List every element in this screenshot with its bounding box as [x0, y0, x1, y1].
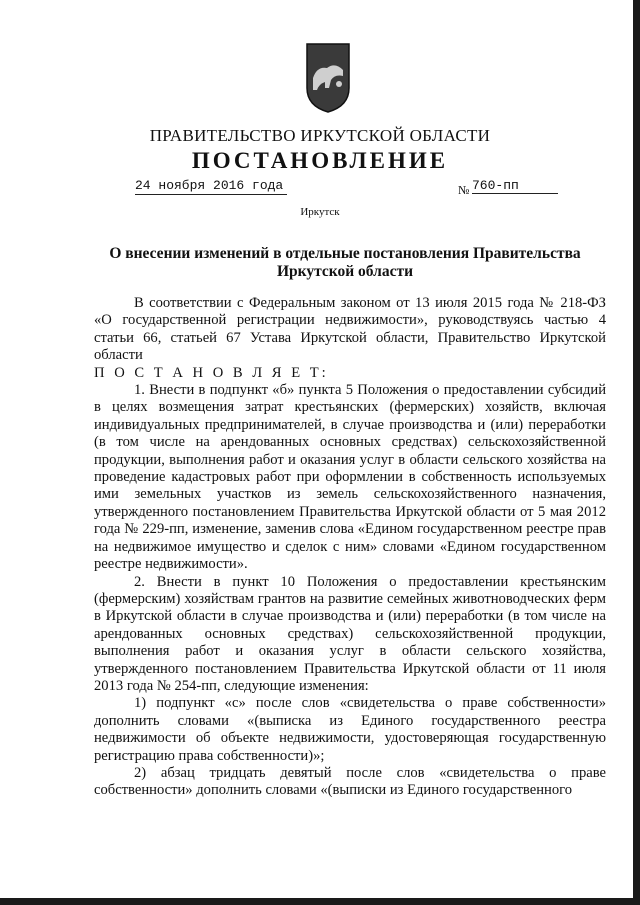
government-name: ПРАВИТЕЛЬСТВО ИРКУТСКОЙ ОБЛАСТИ — [149, 126, 491, 145]
document-type-title: ПОСТАНОВЛЕНИЕ — [191, 148, 449, 173]
scan-border-bottom — [0, 898, 640, 905]
scan-border-right — [633, 0, 640, 905]
decree-word: П О С Т А Н О В Л Я Е Т: — [94, 364, 329, 381]
subitem-2-paragraph: 2) абзац тридцать девятый после слов «свидетельства о праве собственности» дополнить словами «(выписки из Единого государственного — [94, 764, 606, 799]
number-label: № — [458, 183, 470, 197]
document-body — [94, 295, 606, 800]
item-1-paragraph: 1. Внести в подпункт «б» пункта 5 Положения о предоставлении субсидий в целях возмещения затрат крестьянских (фермерских) хозяйств, включая индивидуальных предпринимателей, в случае производства и (или) переработки (в том числе на арендованных основных средствах) сельскохозяйственной продукции, выполнения работ и оказания услуг в области сельского хозяйства на проведение кадастровых работ при оформлении в собственность используемых ими земельных участков из земель сельскохозяйственного назначения, утвержденного постановлением Правительства Иркутской области от 5 мая 2012 года № 229-пп, изменение, заменив слова «Едином государственном реестре прав на недвижимое имущество и сделок с ним» словами «Едином государственном реестре недвижимости». — [94, 382, 606, 573]
subitem-1-paragraph: 1) подпункт «с» после слов «свидетельства о праве собственности» дополнить словами «(выписка из Единого государственного реестра недвижимости об объекте недвижимости, удостоверяющая государственную регистрацию права собственности)»; — [94, 695, 606, 764]
document-subject: О внесении изменений в отдельные постановления Правительства Иркутской области — [109, 245, 581, 280]
coat-of-arms-icon — [305, 40, 351, 114]
item-2-paragraph: 2. Внести в пункт 10 Положения о предоставлении крестьянским (фермерским) хозяйствам грантов на развитие семейных животноводческих ферм в Иркутской области в случае производства и (или) переработки (в том числе на арендованных основных средствах) сельскохозяйственной продукции, выполнения работ и оказания услуг в области сельского хозяйства, утвержденного постановлением Правительства Иркутской области от 11 июля 2013 года № 254-пп, следующие изменения: — [94, 573, 606, 694]
city-name: Иркутск — [300, 206, 340, 218]
document-number: 760-пп — [472, 178, 558, 194]
preamble-paragraph: В соответствии с Федеральным законом от 13 июля 2015 года № 218-ФЗ «О государственной регистрации недвижимости», руководствуясь частью 4 статьи 66, статьей 67 Устава Иркутской области, Правительство Иркутской области — [94, 295, 606, 364]
document-date: 24 ноября 2016 года — [135, 178, 287, 195]
